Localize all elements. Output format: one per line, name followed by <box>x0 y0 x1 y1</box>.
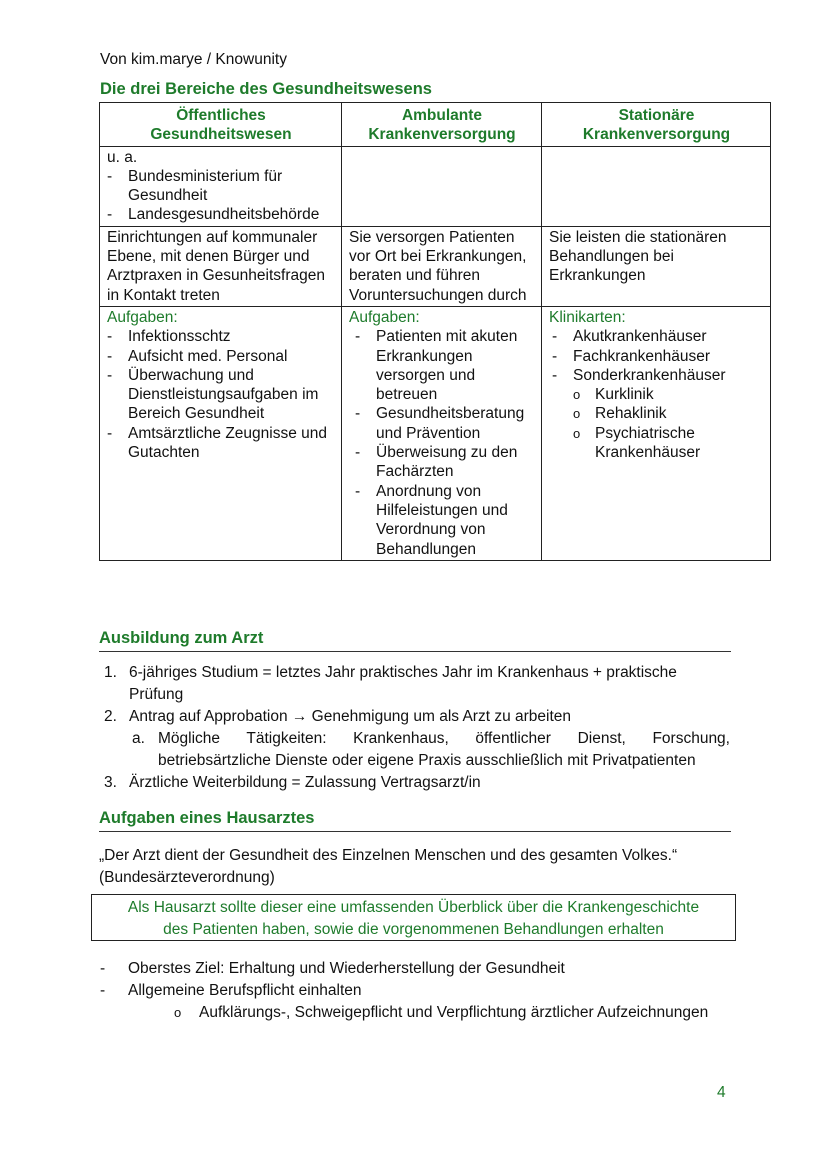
list-item: - Akutkrankenhäuser <box>552 327 764 346</box>
table-cell: Sie versorgen Patienten vor Ort bei Erkrankungen, beraten und führen Voruntersuchungen durch <box>342 226 542 306</box>
table-cell: Sie leisten die stationären Behandlungen bei Erkrankungen <box>542 226 771 306</box>
step-number: a. <box>132 730 145 747</box>
table-cell: Einrichtungen auf kommunaler Ebene, mit denen Bürger und Arztpraxen in Gesunheitsfragen in Kontakt treten <box>100 226 342 306</box>
highlight-box <box>91 894 736 941</box>
sub-list <box>129 728 730 772</box>
list-item: - Gesundheitsberatung und Prävention <box>355 404 535 443</box>
list-item <box>100 662 730 706</box>
list <box>349 327 535 559</box>
table-cell <box>542 306 771 560</box>
list <box>549 327 764 385</box>
table-header-row <box>100 103 771 147</box>
list-item: - Fachkrankenhäuser <box>552 347 764 366</box>
list <box>107 167 335 225</box>
step-text: 6-jähriges Studium = letztes Jahr praktisches Jahr im Krankenhaus + praktische Prüfung <box>129 664 677 703</box>
quote-text: „Der Arzt dient der Gesundheit des Einzelnen Menschen und des gesamten Volkes.“ <box>99 847 678 864</box>
page-number: 4 <box>717 1084 726 1101</box>
table-cell <box>100 306 342 560</box>
list-item: - Infektionsschtz <box>107 327 335 346</box>
list-item <box>100 772 730 794</box>
sub-list <box>100 1002 740 1024</box>
list-item: - Oberstes Ziel: Erhaltung und Wiederherstellung der Gesundheit <box>100 958 740 980</box>
table-cell <box>100 146 342 226</box>
table-cell <box>542 146 771 226</box>
step-text: Mögliche Tätigkeiten: Krankenhaus, öffentlicher Dienst, Forschung, betriebsärtzliche Dienste oder eigene Praxis ausschließlich mit Privatpatienten <box>158 730 730 769</box>
step-number: 2. <box>104 708 117 725</box>
table-row <box>100 306 771 560</box>
sub-list-item: o Aufklärungs-, Schweigepflicht und Verpflichtung ärztlicher Aufzeichnungen <box>100 1002 740 1024</box>
author-line: Von kim.marye / Knowunity <box>100 51 287 68</box>
quote-block <box>99 845 739 889</box>
section-title-bereiche: Die drei Bereiche des Gesundheitswesens <box>100 80 432 98</box>
header-stationaer: Stationäre Krankenversorgung <box>542 103 771 147</box>
list <box>107 327 335 462</box>
section-title-ausbildung: Ausbildung zum Arzt <box>99 629 731 652</box>
table-row <box>100 226 771 306</box>
sub-list-item: o Rehaklinik <box>549 404 764 423</box>
list-item: - Anordnung von Hilfeleistungen und Verordnung von Behandlungen <box>355 482 535 559</box>
list <box>100 958 740 1002</box>
list-item: - Allgemeine Berufspflicht einhalten <box>100 980 740 1002</box>
list-item: - Sonderkrankenhäuser <box>552 366 764 385</box>
sub-list-item: o Kurklinik <box>549 385 764 404</box>
highlight-line: des Patienten haben, sowie die vorgenommenen Behandlungen erhalten <box>163 920 664 938</box>
list-item: - Überweisung zu den Fachärzten <box>355 443 535 482</box>
highlight-line: Als Hausarzt sollte dieser eine umfassenden Überblick über die Krankengeschichte <box>127 899 700 916</box>
sub-list <box>549 385 764 462</box>
header-ambulant: Ambulante Krankenversorgung <box>342 103 542 147</box>
list-item: - Landesgesundheitsbehörde <box>107 205 335 224</box>
list-item: - Bundesministerium für Gesundheit <box>107 167 335 206</box>
list-item: - Aufsicht med. Personal <box>107 347 335 366</box>
section-title-hausarzt: Aufgaben eines Hausarztes <box>99 809 731 832</box>
list-item: - Patienten mit akuten Erkrankungen versorgen und betreuen <box>355 327 535 404</box>
step-number: 1. <box>104 664 117 681</box>
cell-label: Aufgaben: <box>349 308 420 326</box>
table-cell <box>342 306 542 560</box>
header-oeffentlich: Öffentliches Gesundheitswesen <box>100 103 342 147</box>
cell-label: Klinikarten: <box>549 308 626 326</box>
step-number: 3. <box>104 774 117 791</box>
ausbildung-steps <box>100 662 730 794</box>
bereiche-table <box>99 102 771 561</box>
sub-list-item: o Psychiatrische Krankenhäuser <box>549 424 764 463</box>
list-item: - Überwachung und Dienstleistungsaufgaben im Bereich Gesundheit <box>107 366 335 424</box>
table-row <box>100 146 771 226</box>
list-item <box>100 706 730 772</box>
list-item: - Amtsärztliche Zeugnisse und Gutachten <box>107 424 335 463</box>
sub-list-item <box>129 728 730 772</box>
quote-source: (Bundesärzteverordnung) <box>99 869 275 886</box>
cell-intro: u. a. <box>107 148 138 166</box>
hausarzt-list <box>100 958 740 1024</box>
table-cell <box>342 146 542 226</box>
step-text: Ärztliche Weiterbildung = Zulassung Vertragsarzt/in <box>129 774 481 791</box>
cell-label: Aufgaben: <box>107 308 178 326</box>
step-text: Antrag auf Approbation → Genehmigung um als Arzt zu arbeiten <box>129 708 572 725</box>
